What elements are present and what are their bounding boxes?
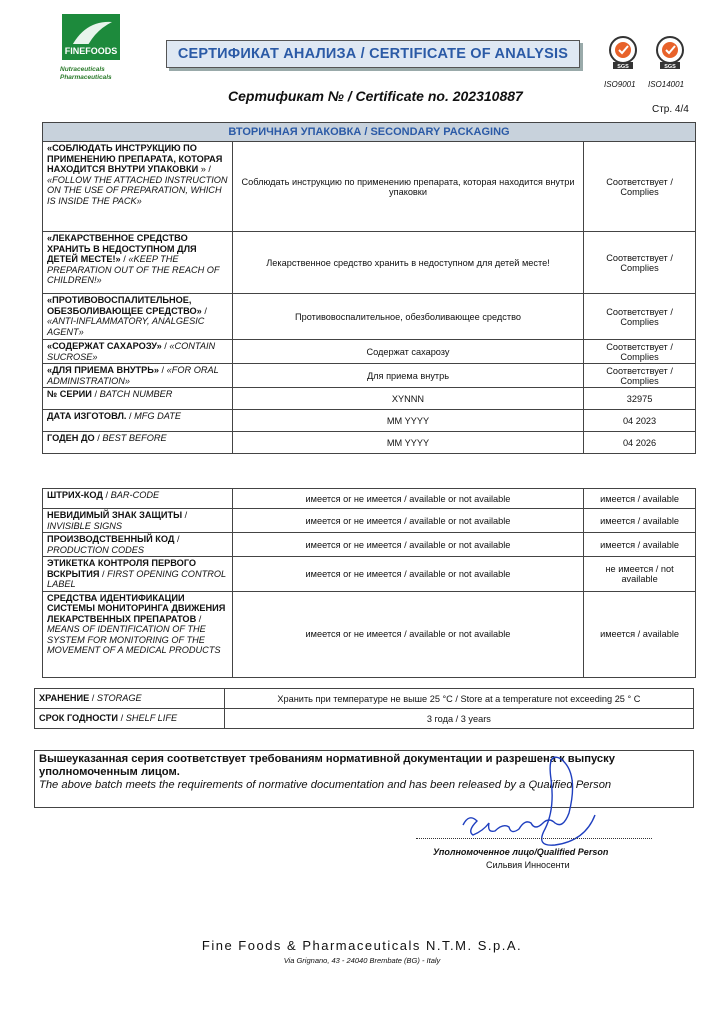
iso14001-badge-icon — [652, 34, 688, 70]
footer-company: Fine Foods & Pharmaceuticals N.T.M. S.p.A. — [201, 938, 523, 953]
row-spec: XYNNN — [232, 388, 583, 410]
row-label: «ДЛЯ ПРИЕМА ВНУТРЬ» / «FOR ORAL ADMINISTRATION» — [43, 364, 233, 388]
row-result: Соответствует / Complies — [584, 142, 696, 232]
iso9001-label: ISO9001 — [604, 80, 636, 89]
table-row — [43, 489, 696, 509]
row-result: имеется / available — [584, 509, 696, 533]
signatory-name: Сильвия Инносенти — [486, 860, 570, 870]
row-label: «СОБЛЮДАТЬ ИНСТРУКЦИЮ ПО ПРИМЕНЕНИЮ ПРЕПАРАТА, КОТОРАЯ НАХОДИТСЯ ВНУТРИ УПАКОВКИ » / «FOLLOW THE ATTACHED INSTRUCTION ON THE USE OF PREPARATION, WHICH IS INSIDE THE PACK» — [43, 142, 233, 232]
row-spec: MM YYYY — [232, 432, 583, 454]
table-row — [43, 294, 696, 340]
table-row — [43, 388, 696, 410]
row-label: ШТРИХ-КОД / BAR-CODE — [43, 489, 233, 509]
row-result: Соответствует / Complies — [584, 340, 696, 364]
row-spec: имеется or не имеется / available or not available — [232, 533, 583, 557]
row-result: не имеется / not available — [584, 557, 696, 592]
row-label: НЕВИДИМЫЙ ЗНАК ЗАЩИТЫ / INVISIBLE SIGNS — [43, 509, 233, 533]
table-row — [43, 509, 696, 533]
row-result: имеется / available — [584, 591, 696, 677]
row-label: ДАТА ИЗГОТОВЛ. / MFG DATE — [43, 410, 233, 432]
logo-subtitle: Nutraceuticals Pharmaceuticals — [60, 66, 112, 81]
row-result: имеется / available — [584, 489, 696, 509]
signature-line — [416, 838, 652, 839]
shelf-life-value: 3 года / 3 years — [224, 709, 693, 729]
row-result: Соответствует / Complies — [584, 294, 696, 340]
row-spec: Содержат сахарозу — [232, 340, 583, 364]
page-number: Стр. 4/4 — [652, 104, 689, 115]
storage-table — [34, 688, 694, 729]
row-label: «ЛЕКАРСТВЕННОЕ СРЕДСТВО ХРАНИТЬ В НЕДОСТУПНОМ ДЛЯ ДЕТЕЙ МЕСТЕ!» / «KEEP THE PREPARATION OUT OF THE REACH OF CHILDREN!» — [43, 232, 233, 294]
table-row — [43, 364, 696, 388]
row-spec: Соблюдать инструкцию по применению препарата, которая находится внутри упаковки — [232, 142, 583, 232]
footer-address: Via Grignano, 43 - 24040 Brembate (BG) - Italy — [283, 956, 441, 965]
row-result: Соответствует / Complies — [584, 364, 696, 388]
table-row — [43, 557, 696, 592]
row-spec: имеется or не имеется / available or not available — [232, 557, 583, 592]
row-spec: Противовоспалительное, обезболивающее средство — [232, 294, 583, 340]
row-label: ЭТИКЕТКА КОНТРОЛЯ ПЕРВОГО ВСКРЫТИЯ / FIRST OPENING CONTROL LABEL — [43, 557, 233, 592]
row-spec: MM YYYY — [232, 410, 583, 432]
codes-table — [42, 488, 696, 678]
secondary-packaging-table — [42, 122, 696, 454]
row-spec: имеется or не имеется / available or not available — [232, 509, 583, 533]
table-row — [43, 591, 696, 677]
svg-text:SGS: SGS — [617, 64, 629, 70]
secondary-packaging-header: ВТОРИЧНАЯ УПАКОВКА / SECONDARY PACKAGING — [43, 123, 696, 142]
row-result: имеется / available — [584, 533, 696, 557]
table-row — [35, 689, 694, 709]
table-row — [35, 709, 694, 729]
row-spec: Для приема внутрь — [232, 364, 583, 388]
declaration-en: The above batch meets the requirements of normative documentation and has been released by a Qualified Person — [39, 779, 612, 791]
svg-text:FINEFOODS: FINEFOODS — [64, 46, 118, 56]
table-row — [43, 142, 696, 232]
table-row — [43, 340, 696, 364]
row-spec: Лекарственное средство хранить в недоступном для детей месте! — [232, 232, 583, 294]
storage-value: Хранить при температуре не выше 25 °C / Store at a temperature not exceeding 25 ° C — [224, 689, 693, 709]
svg-text:SGS: SGS — [664, 64, 676, 70]
row-label: № СЕРИИ / BATCH NUMBER — [43, 388, 233, 410]
table-row — [43, 533, 696, 557]
row-spec: имеется or не имеется / available or not available — [232, 591, 583, 677]
row-label: «ПРОТИВОВОСПАЛИТЕЛЬНОЕ, ОБЕЗБОЛИВАЮЩЕЕ СРЕДСТВО» / «ANTI-INFLAMMATORY, ANALGESIC AGENT» — [43, 294, 233, 340]
row-label: ПРОИЗВОДСТВЕННЫЙ КОД / PRODUCTION CODES — [43, 533, 233, 557]
row-result: 04 2023 — [584, 410, 696, 432]
document-title: СЕРТИФИКАТ АНАЛИЗА / CERTIFICATE OF ANALYSIS — [166, 40, 580, 68]
declaration-ru: Вышеуказанная серия соответствует требованиям нормативной документации и разрешена к выпуску уполномоченным лицом. — [39, 753, 615, 778]
table-row — [43, 432, 696, 454]
shelf-life-label: СРОК ГОДНОСТИ / SHELF LIFE — [35, 709, 225, 729]
iso9001-badge-icon — [605, 34, 641, 70]
row-spec: имеется or не имеется / available or not available — [232, 489, 583, 509]
row-result: Соответствует / Complies — [584, 232, 696, 294]
signatory-role: Уполномоченное лицо/Qualified Person — [433, 847, 609, 857]
table-row — [43, 410, 696, 432]
row-label: СРЕДСТВА ИДЕНТИФИКАЦИИ СИСТЕМЫ МОНИТОРИНГА ДВИЖЕНИЯ ЛЕКАРСТВЕННЫХ ПРЕПАРАТОВ / MEANS OF IDENTIFICATION OF THE SYSTEM FOR MONITORING OF THE MOVEMENT OF A MEDICAL PRODUCTS — [43, 591, 233, 677]
iso14001-label: ISO14001 — [648, 80, 685, 89]
row-result: 04 2026 — [584, 432, 696, 454]
row-result: 32975 — [584, 388, 696, 410]
row-label: ГОДЕН ДО / BEST BEFORE — [43, 432, 233, 454]
table-row — [43, 232, 696, 294]
certificate-number: Сертификат № / Certificate no. 202310887 — [228, 88, 523, 104]
row-label: «СОДЕРЖАТ САХАРОЗУ» / «CONTAIN SUCROSE» — [43, 340, 233, 364]
storage-label: ХРАНЕНИЕ / STORAGE — [35, 689, 225, 709]
